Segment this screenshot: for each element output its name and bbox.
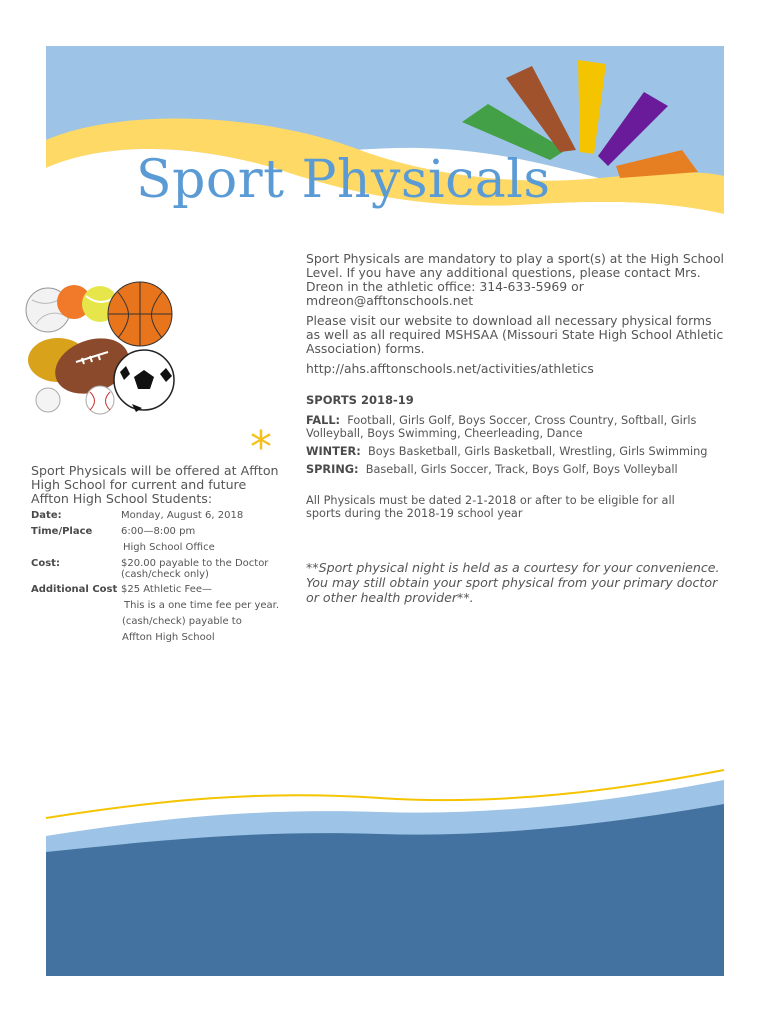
- spring-sports: [306, 463, 726, 476]
- winter-label: WINTER:: [306, 445, 361, 458]
- additional-row-2: [31, 600, 281, 616]
- golf-ball-shape: [36, 388, 60, 412]
- fall-label: FALL:: [306, 414, 341, 427]
- time-value: 6:00—8:00 pm: [121, 526, 196, 537]
- cost-row: [31, 558, 281, 584]
- time-row: [31, 526, 281, 542]
- fall-list: Football, Girls Golf, Boys Soccer, Cross Country, Softball, Girls Volleyball, Boys Swimming, Cheerleading, Dance: [306, 414, 697, 440]
- intro-section: [306, 252, 726, 382]
- event-details: [31, 510, 281, 648]
- cost-value: $20.00 payable to the Doctor (cash/check only): [121, 558, 269, 580]
- additional-row-4: [31, 632, 281, 648]
- place-value: High School Office: [123, 542, 215, 553]
- courtesy-note: **Sport physical night is held as a courtesy for your convenience. You may still obtain your sport physical from your primary doctor or other health provider**.: [306, 560, 720, 605]
- date-label: Date:: [31, 510, 62, 521]
- spring-label: SPRING:: [306, 463, 359, 476]
- page-title: Sport Physicals: [136, 150, 551, 210]
- additional-value: $25 Athletic Fee—: [121, 584, 213, 595]
- additional-value-4: Affton High School: [122, 632, 215, 643]
- place-row: [31, 542, 281, 558]
- sports-section: [306, 394, 726, 481]
- date-row: [31, 510, 281, 526]
- additional-value-3: (cash/check) payable to: [122, 616, 242, 627]
- additional-row: [31, 584, 281, 600]
- intro-paragraph: Sport Physicals are mandatory to play a sport(s) at the High School Level. If you have any additional questions, please contact Mrs. Dreon in the athletic office: 314-633-5969 or mdreon@afftonschools.net: [306, 251, 724, 308]
- sports-balls-image: [22, 280, 182, 420]
- additional-value-2: This is a one time fee per year.: [124, 600, 280, 611]
- athletics-url[interactable]: http://ahs.afftonschools.net/activities/athletics: [306, 361, 594, 376]
- winter-sports: [306, 445, 726, 458]
- date-value: Monday, August 6, 2018: [121, 510, 244, 521]
- winter-list: Boys Basketball, Girls Basketball, Wrestling, Girls Swimming: [367, 445, 708, 458]
- spring-list: Baseball, Girls Soccer, Track, Boys Golf, Boys Volleyball: [365, 463, 678, 476]
- offered-text: Sport Physicals will be offered at Affton High School for current and future Affton High School Students:: [31, 463, 279, 506]
- fall-sports: [306, 414, 726, 440]
- cost-label: Cost:: [31, 558, 60, 569]
- forms-paragraph: Please visit our website to download all necessary physical forms as well as all required MSHSAA (Missouri State High School Athletic Association) forms.: [306, 313, 724, 356]
- asterisk-icon: *: [250, 422, 272, 473]
- dated-note: All Physicals must be dated 2-1-2018 or after to be eligible for all sports during the 2018-19 school year: [306, 494, 675, 520]
- sports-heading: SPORTS 2018-19: [306, 393, 414, 407]
- additional-row-3: [31, 616, 281, 632]
- time-label: Time/Place: [31, 526, 93, 537]
- additional-label: Additional Cost: [31, 584, 118, 595]
